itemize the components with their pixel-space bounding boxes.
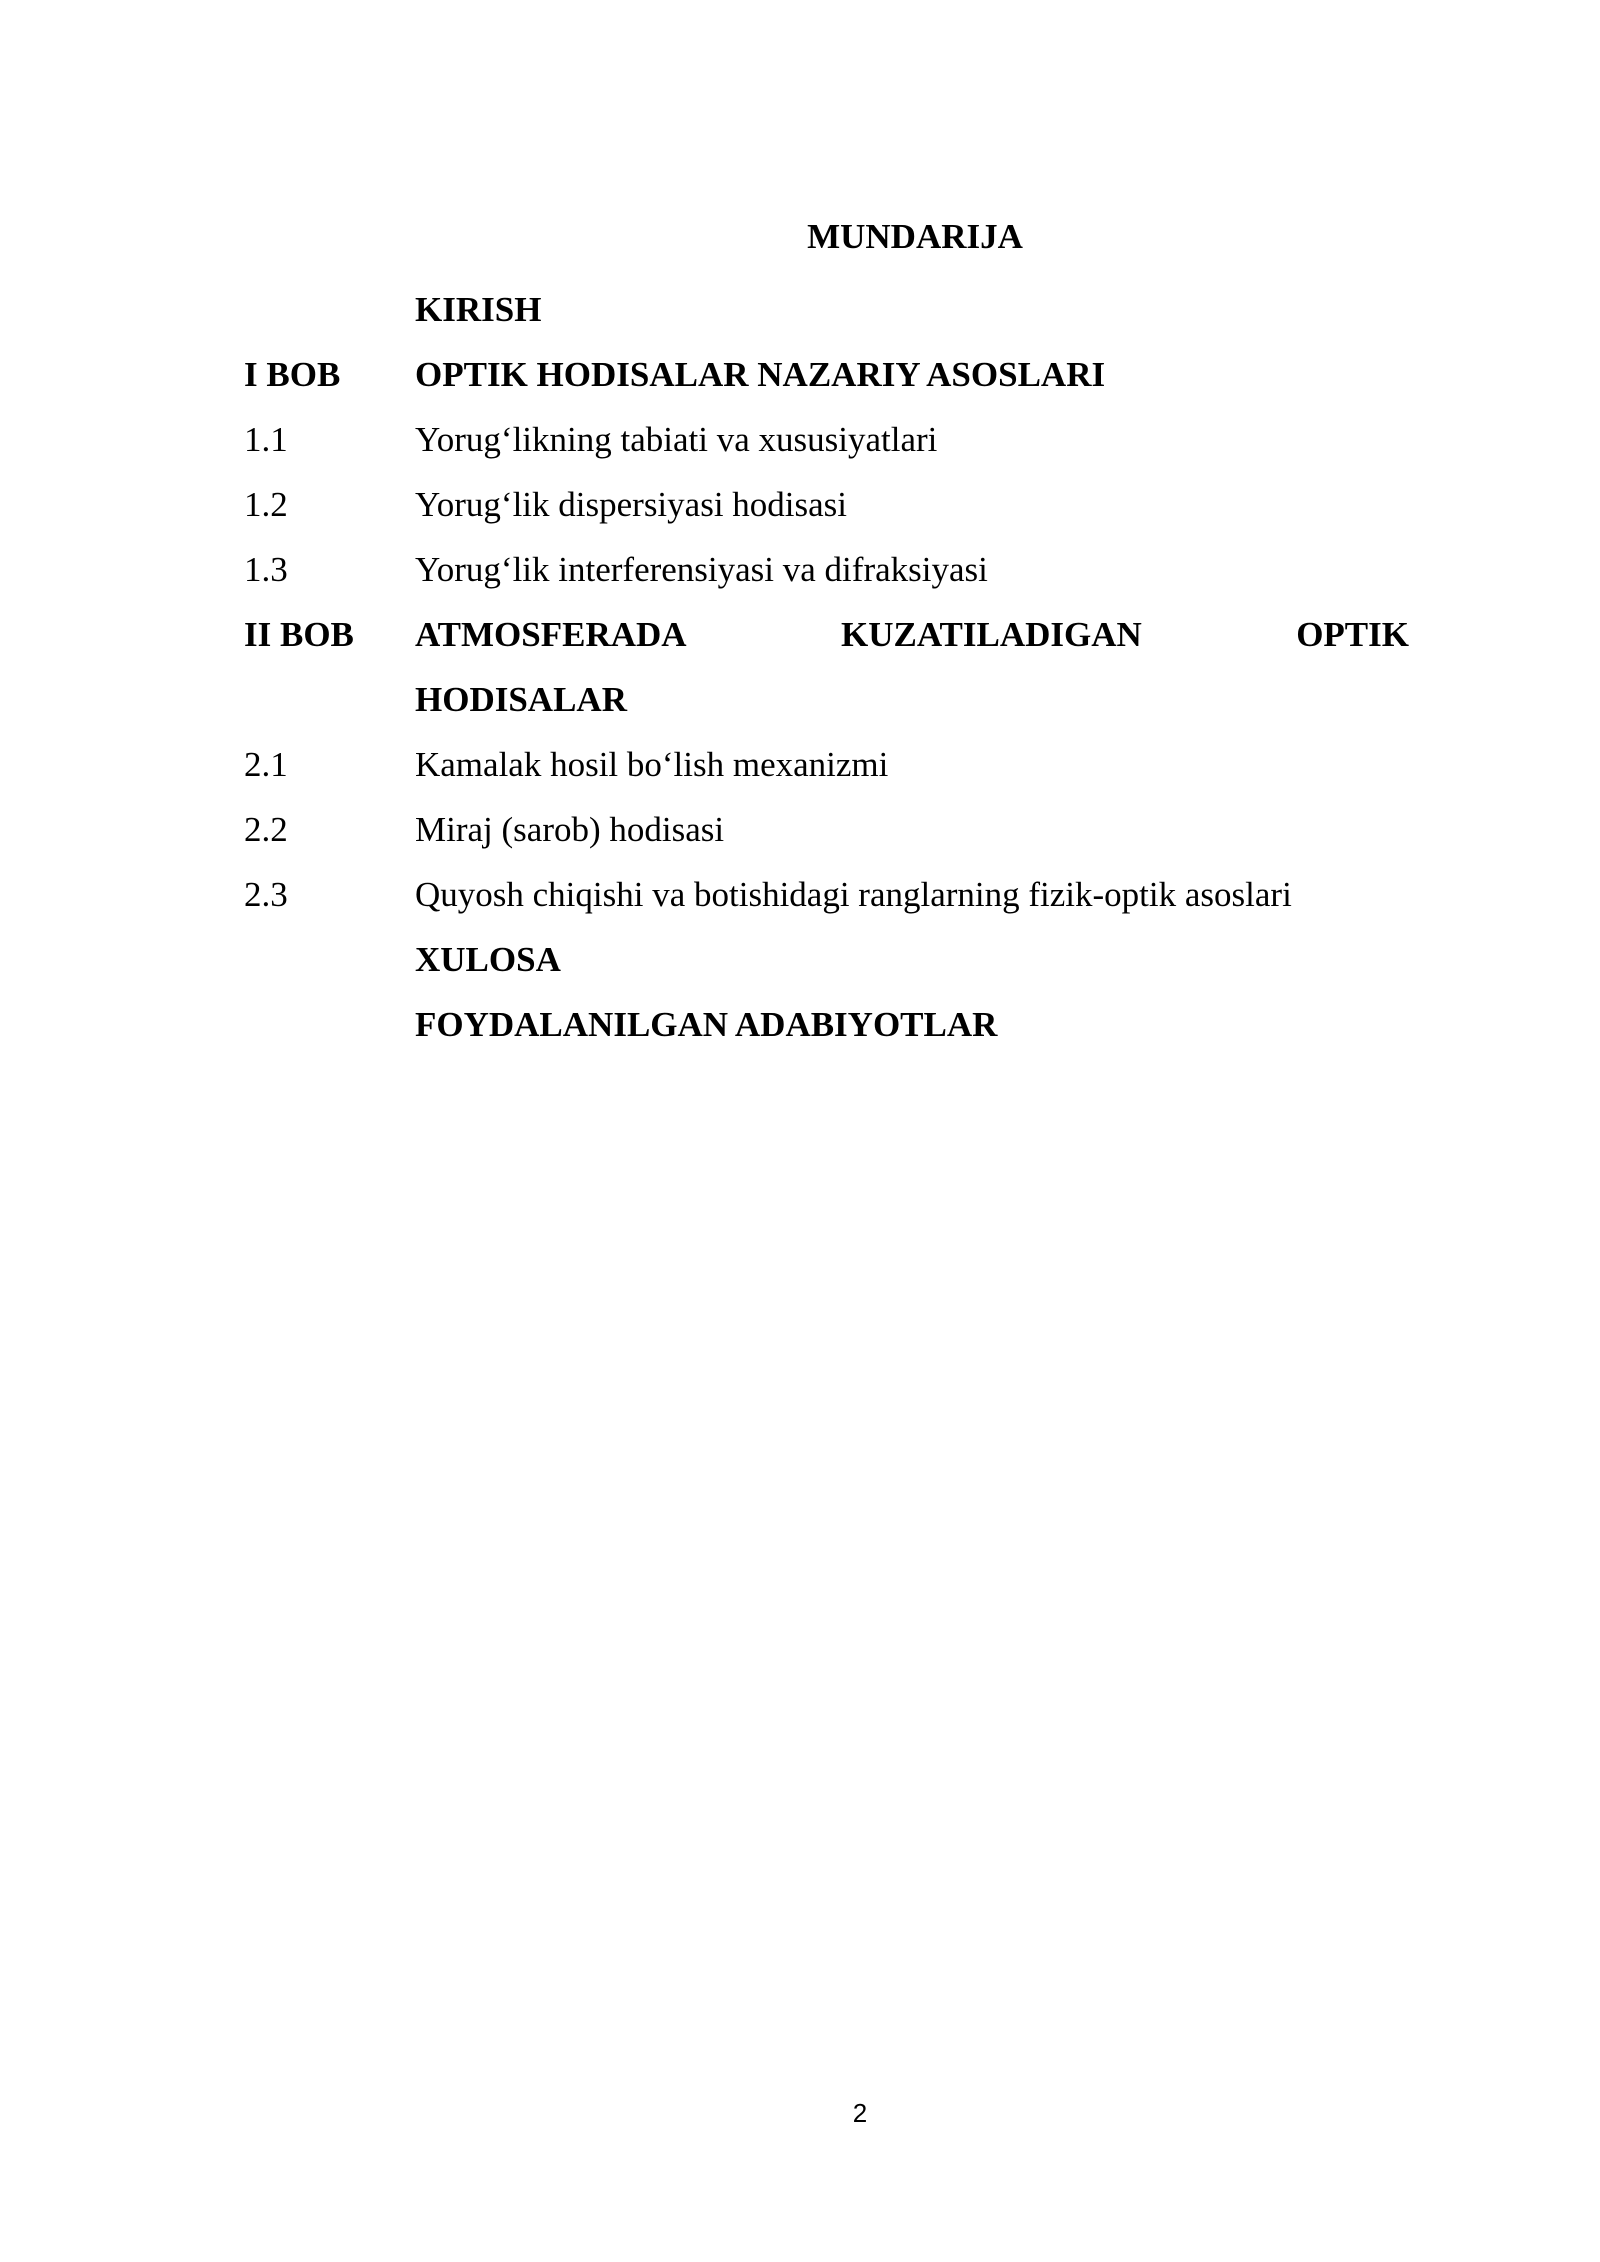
page-number: 2 xyxy=(852,2098,868,2128)
toc-entry-title: Yorug‘lik dispersiyasi hodisasi xyxy=(415,485,848,524)
toc-entry-title-word: KUZATILADIGAN xyxy=(841,615,1142,654)
toc-entry-kirish xyxy=(244,277,1409,342)
table-of-contents xyxy=(244,277,1409,1057)
toc-entry-title: KIRISH xyxy=(415,290,542,329)
toc-entry-title xyxy=(415,602,1409,667)
toc-entry-title: Yorug‘likning tabiati va xususiyatlari xyxy=(415,420,938,459)
toc-entry-title: HODISALAR xyxy=(415,680,627,719)
toc-entry-title: Yorug‘lik interferensiyasi va difraksiyasi xyxy=(415,550,988,589)
toc-entry-section-2-3 xyxy=(244,862,1409,927)
toc-entry-xulosa xyxy=(244,927,1409,992)
toc-entry-section-1-3 xyxy=(244,537,1409,602)
toc-entry-title: FOYDALANILGAN ADABIYOTLAR xyxy=(415,1005,998,1044)
toc-entry-section-1-1 xyxy=(244,407,1409,472)
toc-entry-section-1-2 xyxy=(244,472,1409,537)
toc-entry-title: Quyosh chiqishi va botishidagi ranglarning fizik-optik asoslari xyxy=(415,875,1292,914)
toc-entry-chapter-2 xyxy=(244,602,1409,667)
toc-entry-title: Miraj (sarob) hodisasi xyxy=(415,810,725,849)
toc-entry-number: 2.1 xyxy=(244,745,288,784)
toc-entry-title: Kamalak hosil bo‘lish mexanizmi xyxy=(415,745,889,784)
toc-entry-section-2-1 xyxy=(244,732,1409,797)
toc-entry-title-word: ATMOSFERADA xyxy=(415,615,687,654)
toc-entry-title: XULOSA xyxy=(415,940,561,979)
toc-entry-chapter-1 xyxy=(244,342,1409,407)
toc-entry-number: 1.1 xyxy=(244,420,288,459)
toc-entry-number: 2.3 xyxy=(244,875,288,914)
toc-entry-title: OPTIK HODISALAR NAZARIY ASOSLARI xyxy=(415,355,1106,394)
toc-entry-number: 1.3 xyxy=(244,550,288,589)
toc-entry-chapter-2-continued xyxy=(244,667,1409,732)
toc-entry-number: II BOB xyxy=(244,615,354,654)
toc-entry-number: 1.2 xyxy=(244,485,288,524)
toc-entry-bibliography xyxy=(244,992,1409,1057)
toc-entry-number: I BOB xyxy=(244,355,341,394)
toc-entry-section-2-2 xyxy=(244,797,1409,862)
toc-entry-number: 2.2 xyxy=(244,810,288,849)
toc-entry-title-word: OPTIK xyxy=(1296,615,1409,654)
page-title: MUNDARIJA xyxy=(807,217,1023,256)
